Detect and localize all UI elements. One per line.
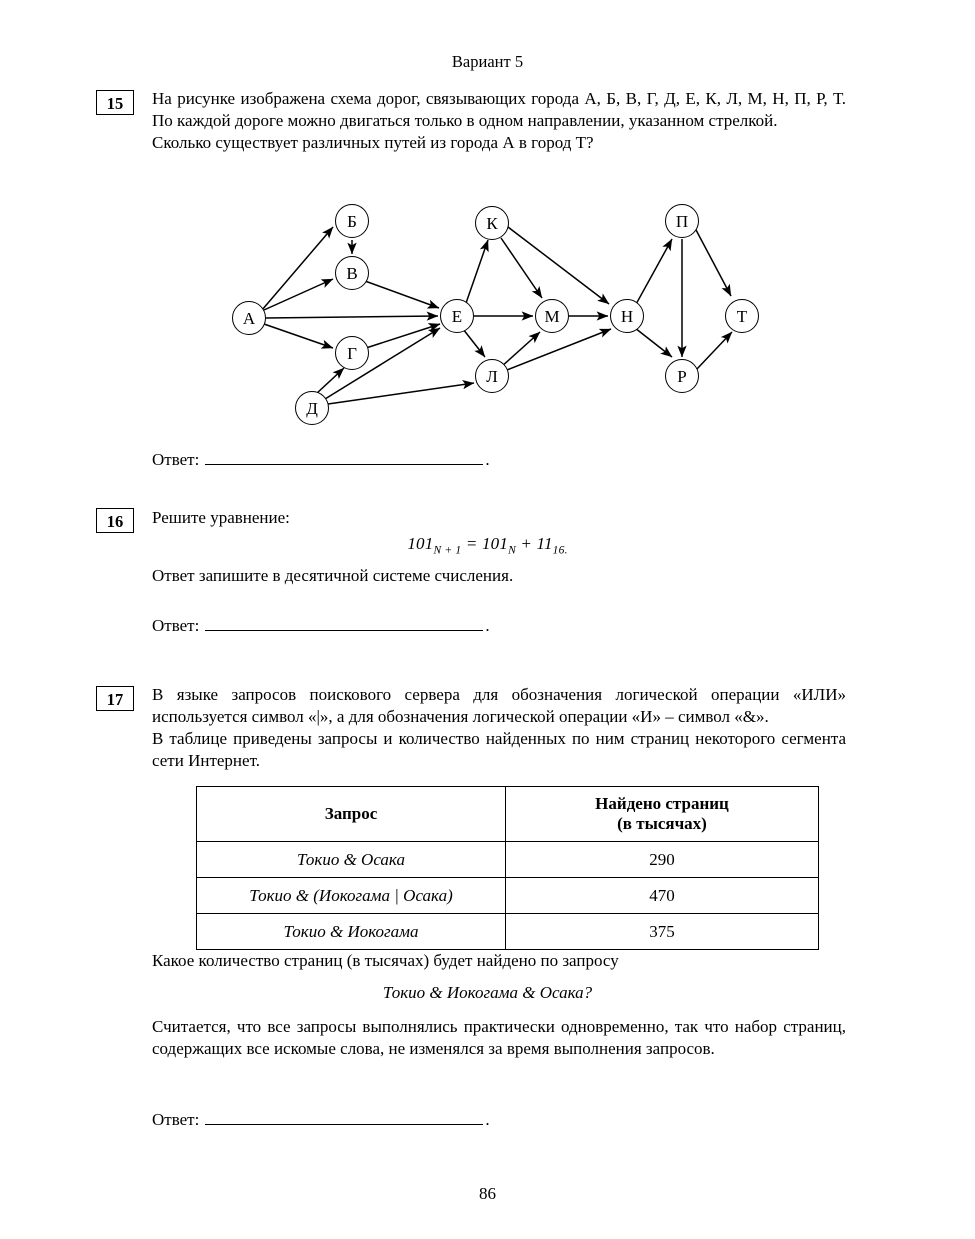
equation-right: 11	[536, 534, 553, 553]
task-16-paragraph-1: Решите уравнение:	[152, 508, 290, 527]
equation-left-sub: N + 1	[433, 544, 462, 557]
table-row	[197, 878, 819, 914]
task-16-paragraph-2: Ответ запишите в десятичной системе счисления.	[152, 566, 514, 585]
graph-node-n: Н	[610, 299, 644, 333]
task-16-text-2	[152, 565, 846, 587]
task-15-paragraph-2: Сколько существует различных путей из города А в город Т?	[152, 133, 594, 153]
graph-node-r: Р	[665, 359, 699, 393]
table-row	[197, 914, 819, 950]
graph-node-d: Д	[295, 391, 329, 425]
task-15-answer-period: .	[485, 450, 490, 469]
task-16-answer-label: Ответ:	[152, 616, 200, 635]
task-15-paragraph-1: На рисунке изображена схема дорог, связывающих города А, Б, В, Г, Д, Е, К, Л, М, Н, П, Р, Т. По каждой дороге можно двигаться только в одном направлении, указанном стрелкой.	[152, 89, 846, 131]
task-16-answer-period: .	[485, 616, 490, 635]
graph-node-b: Б	[335, 204, 369, 238]
table-cell-query-3: Токио & Иокогама	[197, 914, 506, 950]
equation-plus: +	[520, 534, 533, 553]
graph-node-t: Т	[725, 299, 759, 333]
task-17-paragraph-4: Считается, что все запросы выполнялись практически одновременно, так что набор страниц, содержащих все искомые слова, не изменялся за время выполнения запросов.	[152, 1017, 846, 1059]
graph-node-v: В	[335, 256, 369, 290]
table-cell-query-2: Токио & (Иокогама | Осака)	[197, 878, 506, 914]
task-15-answer-label: Ответ:	[152, 450, 200, 469]
task-15-answer-rule[interactable]	[205, 451, 483, 465]
task-16-equation	[0, 534, 975, 556]
equation-mid-sub: N	[508, 544, 516, 557]
task-17-answer-rule[interactable]	[205, 1111, 483, 1125]
task-17-answer	[152, 1110, 490, 1130]
task-17-answer-period: .	[485, 1110, 490, 1129]
graph-node-k: К	[475, 206, 509, 240]
graph-node-g: Г	[335, 336, 369, 370]
task-17-paragraph-1: В языке запросов поискового сервера для обозначения логической операции «ИЛИ» используется символ «|», а для обозначения логической операции «И» – символ «&».	[152, 685, 846, 727]
equation-eq: =	[465, 534, 478, 553]
task-16-answer-rule[interactable]	[205, 617, 483, 631]
task-16-text	[152, 507, 846, 529]
graph-node-e: Е	[440, 299, 474, 333]
task-17-text	[152, 684, 846, 772]
equation-mid: 101	[481, 534, 509, 553]
road-scheme-figure	[150, 196, 850, 448]
table-header-row	[197, 787, 819, 842]
task-17-question	[152, 950, 846, 972]
task-16-answer	[152, 616, 490, 636]
table-cell-query-1: Токио & Осака	[197, 842, 506, 878]
table-header-count-line1: Найдено страниц	[595, 794, 729, 813]
graph-node-l: Л	[475, 359, 509, 393]
task-17-note	[152, 1016, 846, 1060]
graph-node-m: М	[535, 299, 569, 333]
task-17-paragraph-3: Какое количество страниц (в тысячах) будет найдено по запросу	[152, 951, 619, 970]
task-number-17: 17	[96, 686, 134, 711]
table-header-query: Запрос	[197, 787, 506, 842]
graph-node-a: А	[232, 301, 266, 335]
queries-table	[196, 786, 819, 950]
task-17-query-highlight: Токио & Иокогама & Осака?	[382, 983, 593, 1002]
equation-right-sub: 16.	[552, 544, 568, 557]
table-cell-count-1: 290	[506, 842, 819, 878]
task-15-text	[152, 88, 846, 154]
task-17-answer-label: Ответ:	[152, 1110, 200, 1129]
table-header-count-line2: (в тысячах)	[617, 814, 707, 833]
equation-left: 101	[407, 534, 434, 553]
table-cell-count-3: 375	[506, 914, 819, 950]
table-header-count	[506, 787, 819, 842]
graph-node-p: П	[665, 204, 699, 238]
table-cell-count-2: 470	[506, 878, 819, 914]
page-footer: 86	[479, 1184, 496, 1203]
task-number-16: 16	[96, 508, 134, 533]
task-15-answer	[152, 450, 490, 470]
table-row	[197, 842, 819, 878]
page-header: Вариант 5	[451, 52, 524, 71]
task-17-paragraph-2: В таблице приведены запросы и количество найденных по ним страниц некоторого сегмента сети Интернет.	[152, 729, 846, 771]
task-number-15: 15	[96, 90, 134, 115]
